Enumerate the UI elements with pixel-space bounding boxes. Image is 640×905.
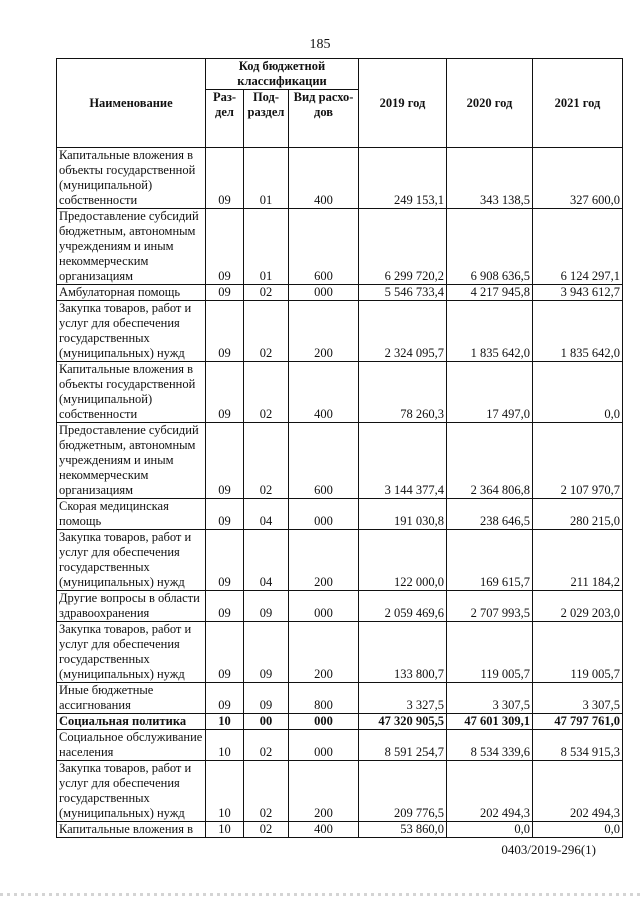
row-vid: 000 <box>289 591 359 622</box>
row-podrazdel: 01 <box>244 148 289 209</box>
row-podrazdel: 02 <box>244 362 289 423</box>
row-value-2020: 8 534 339,6 <box>447 730 533 761</box>
row-podrazdel: 01 <box>244 209 289 285</box>
row-razdel: 10 <box>206 761 244 822</box>
row-podrazdel: 09 <box>244 622 289 683</box>
table-row <box>57 683 623 714</box>
row-value-2021: 3 307,5 <box>533 683 623 714</box>
row-value-2019: 122 000,0 <box>359 530 447 591</box>
table-row <box>57 285 623 301</box>
table-row <box>57 423 623 499</box>
row-value-2021: 119 005,7 <box>533 622 623 683</box>
row-vid: 400 <box>289 822 359 838</box>
table-row <box>57 362 623 423</box>
row-value-2021: 8 534 915,3 <box>533 730 623 761</box>
row-vid: 200 <box>289 530 359 591</box>
table-row <box>57 148 623 209</box>
row-vid: 400 <box>289 148 359 209</box>
row-value-2020: 0,0 <box>447 822 533 838</box>
table-row <box>57 499 623 530</box>
row-value-2019: 209 776,5 <box>359 761 447 822</box>
row-value-2021: 202 494,3 <box>533 761 623 822</box>
table-row <box>57 530 623 591</box>
row-vid: 400 <box>289 362 359 423</box>
row-vid: 800 <box>289 683 359 714</box>
row-value-2019: 2 324 095,7 <box>359 301 447 362</box>
row-value-2019: 191 030,8 <box>359 499 447 530</box>
row-razdel: 09 <box>206 591 244 622</box>
row-name: Предоставление субсидий бюджетным, автономным учреждениям и иным некоммерческим организациям <box>57 423 206 499</box>
row-razdel: 09 <box>206 362 244 423</box>
row-razdel: 09 <box>206 209 244 285</box>
table-row <box>57 622 623 683</box>
header-year-2020: 2020 год <box>447 59 533 148</box>
row-podrazdel: 09 <box>244 591 289 622</box>
row-razdel: 09 <box>206 499 244 530</box>
row-podrazdel: 02 <box>244 301 289 362</box>
row-podrazdel: 09 <box>244 683 289 714</box>
row-razdel: 10 <box>206 730 244 761</box>
row-podrazdel: 02 <box>244 822 289 838</box>
row-value-2019: 6 299 720,2 <box>359 209 447 285</box>
row-value-2020: 202 494,3 <box>447 761 533 822</box>
row-value-2019: 133 800,7 <box>359 622 447 683</box>
table-row <box>57 714 623 730</box>
row-name: Капитальные вложения в объекты государственной (муниципальной) собственности <box>57 148 206 209</box>
table-row <box>57 730 623 761</box>
page-number: 185 <box>309 37 331 52</box>
row-value-2021: 0,0 <box>533 822 623 838</box>
row-value-2021: 6 124 297,1 <box>533 209 623 285</box>
row-value-2020: 3 307,5 <box>447 683 533 714</box>
row-value-2021: 1 835 642,0 <box>533 301 623 362</box>
row-value-2019: 8 591 254,7 <box>359 730 447 761</box>
row-podrazdel: 04 <box>244 499 289 530</box>
row-vid: 200 <box>289 761 359 822</box>
table-body <box>57 148 623 838</box>
row-vid: 600 <box>289 209 359 285</box>
row-name: Амбулаторная помощь <box>57 285 206 301</box>
row-value-2019: 5 546 733,4 <box>359 285 447 301</box>
row-vid: 000 <box>289 285 359 301</box>
table-row <box>57 822 623 838</box>
row-podrazdel: 02 <box>244 730 289 761</box>
row-value-2021: 3 943 612,7 <box>533 285 623 301</box>
row-name: Капитальные вложения в <box>57 822 206 838</box>
row-name: Социальная политика <box>57 714 206 730</box>
row-value-2020: 343 138,5 <box>447 148 533 209</box>
row-value-2020: 119 005,7 <box>447 622 533 683</box>
row-vid: 600 <box>289 423 359 499</box>
row-value-2019: 53 860,0 <box>359 822 447 838</box>
row-name: Скорая медицинская помощь <box>57 499 206 530</box>
header-code-group: Код бюджетной классификации <box>206 59 359 90</box>
row-podrazdel: 02 <box>244 761 289 822</box>
row-vid: 000 <box>289 499 359 530</box>
table-row <box>57 209 623 285</box>
row-value-2020: 6 908 636,5 <box>447 209 533 285</box>
header-vid-raskhodov: Вид расхо- дов <box>289 90 359 148</box>
row-value-2019: 78 260,3 <box>359 362 447 423</box>
row-value-2019: 3 144 377,4 <box>359 423 447 499</box>
table-row <box>57 301 623 362</box>
row-value-2020: 47 601 309,1 <box>447 714 533 730</box>
row-value-2020: 2 364 806,8 <box>447 423 533 499</box>
row-podrazdel: 04 <box>244 530 289 591</box>
row-razdel: 10 <box>206 822 244 838</box>
row-value-2021: 2 029 203,0 <box>533 591 623 622</box>
row-value-2020: 169 615,7 <box>447 530 533 591</box>
header-podrazdel: Под- раздел <box>244 90 289 148</box>
row-value-2019: 47 320 905,5 <box>359 714 447 730</box>
row-name: Предоставление субсидий бюджетным, автономным учреждениям и иным некоммерческим организациям <box>57 209 206 285</box>
row-value-2021: 211 184,2 <box>533 530 623 591</box>
row-value-2020: 1 835 642,0 <box>447 301 533 362</box>
row-podrazdel: 00 <box>244 714 289 730</box>
table-row <box>57 591 623 622</box>
row-value-2021: 2 107 970,7 <box>533 423 623 499</box>
row-vid: 000 <box>289 714 359 730</box>
row-vid: 000 <box>289 730 359 761</box>
scan-noise <box>0 893 640 896</box>
document-code: 0403/2019-296(1) <box>501 842 596 857</box>
header-razdel: Раз- дел <box>206 90 244 148</box>
row-value-2021: 327 600,0 <box>533 148 623 209</box>
row-value-2021: 280 215,0 <box>533 499 623 530</box>
row-razdel: 10 <box>206 714 244 730</box>
row-name: Закупка товаров, работ и услуг для обеспечения государственных (муниципальных) нужд <box>57 301 206 362</box>
row-value-2019: 249 153,1 <box>359 148 447 209</box>
table-row <box>57 761 623 822</box>
row-value-2020: 238 646,5 <box>447 499 533 530</box>
row-vid: 200 <box>289 622 359 683</box>
header-year-2019: 2019 год <box>359 59 447 148</box>
row-value-2019: 2 059 469,6 <box>359 591 447 622</box>
row-razdel: 09 <box>206 285 244 301</box>
row-value-2021: 47 797 761,0 <box>533 714 623 730</box>
row-name: Капитальные вложения в объекты государственной (муниципальной) собственности <box>57 362 206 423</box>
row-razdel: 09 <box>206 622 244 683</box>
row-name: Закупка товаров, работ и услуг для обеспечения государственных (муниципальных) нужд <box>57 622 206 683</box>
row-razdel: 09 <box>206 148 244 209</box>
header-name: Наименование <box>57 59 206 148</box>
row-value-2021: 0,0 <box>533 362 623 423</box>
header-year-2021: 2021 год <box>533 59 623 148</box>
row-name: Закупка товаров, работ и услуг для обеспечения государственных (муниципальных) нужд <box>57 530 206 591</box>
budget-table <box>56 58 623 838</box>
row-vid: 200 <box>289 301 359 362</box>
row-podrazdel: 02 <box>244 423 289 499</box>
row-name: Иные бюджетные ассигнования <box>57 683 206 714</box>
row-name: Социальное обслуживание населения <box>57 730 206 761</box>
row-name: Другие вопросы в области здравоохранения <box>57 591 206 622</box>
row-podrazdel: 02 <box>244 285 289 301</box>
row-razdel: 09 <box>206 301 244 362</box>
row-name: Закупка товаров, работ и услуг для обеспечения государственных (муниципальных) нужд <box>57 761 206 822</box>
row-value-2020: 2 707 993,5 <box>447 591 533 622</box>
row-value-2020: 4 217 945,8 <box>447 285 533 301</box>
row-value-2020: 17 497,0 <box>447 362 533 423</box>
row-razdel: 09 <box>206 683 244 714</box>
row-value-2019: 3 327,5 <box>359 683 447 714</box>
row-razdel: 09 <box>206 423 244 499</box>
row-razdel: 09 <box>206 530 244 591</box>
